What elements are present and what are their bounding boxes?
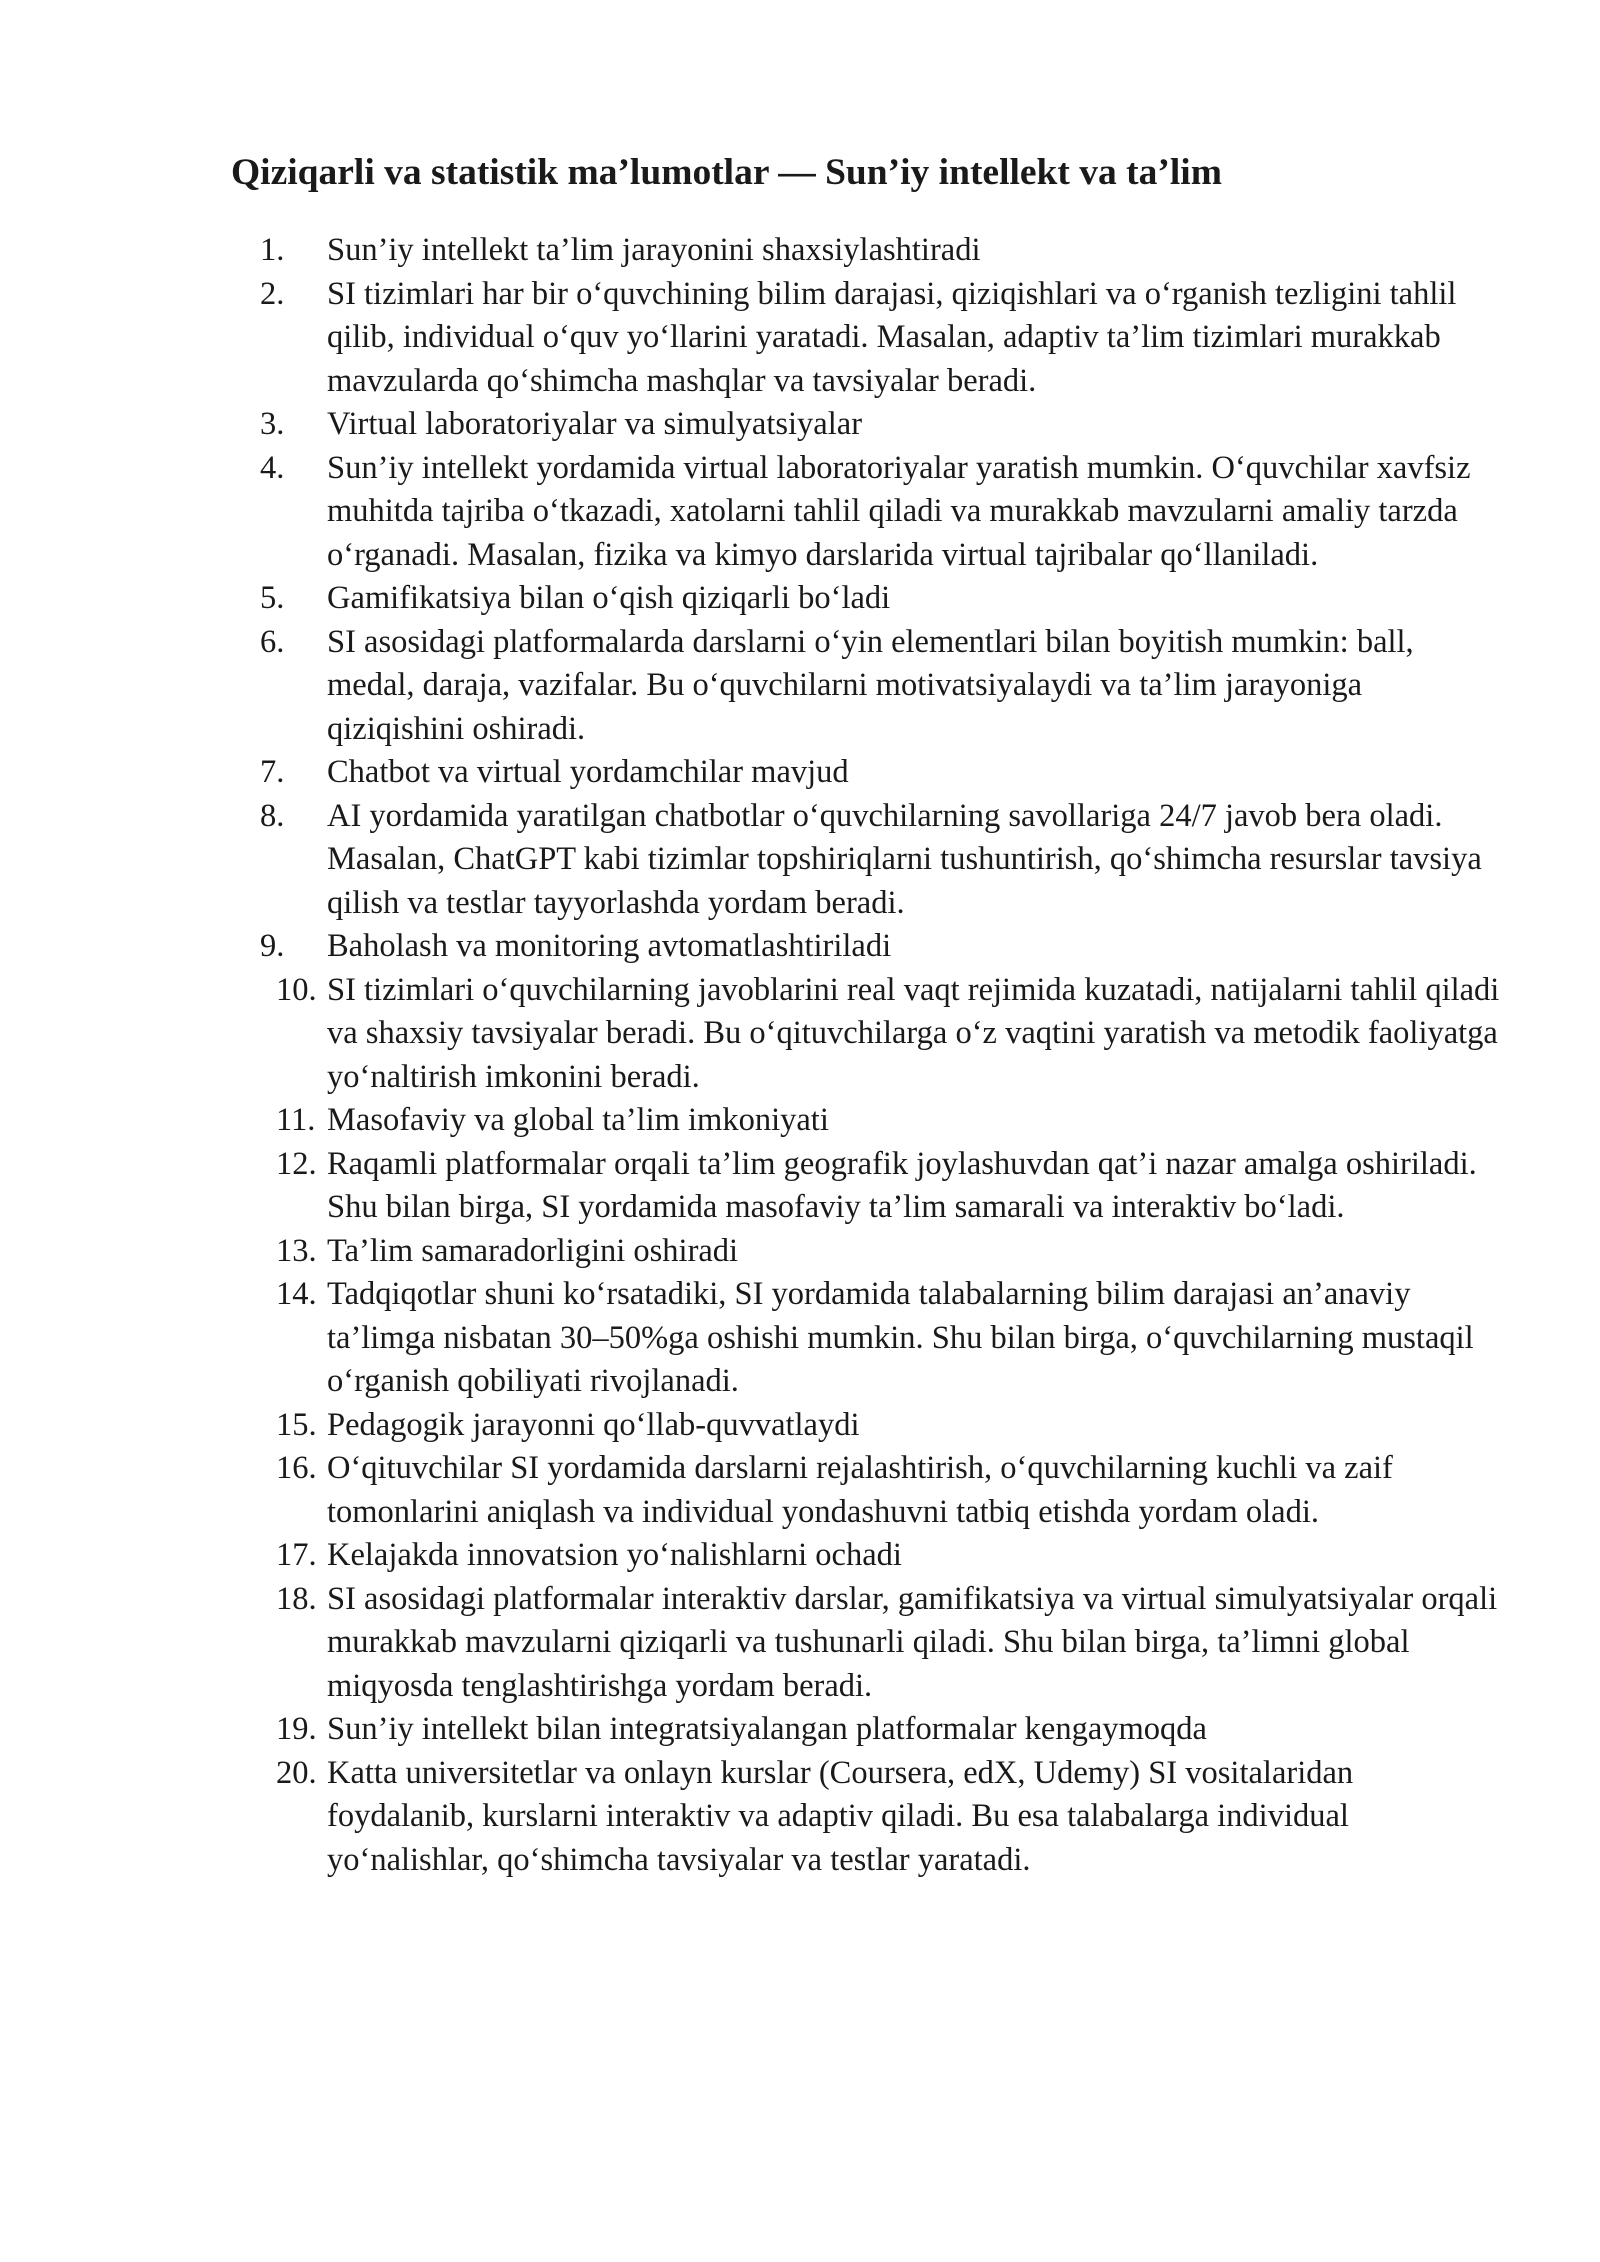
list-item [0,621,1507,752]
item-text: SI asosidagi platformalar interaktiv darslar, gamifikatsiya va virtual simulyatsiyalar orqali murakkab mavzularni qiziqarli va tushunarli qiladi. Shu bilan birga, ta’limni global miqyosda tenglashtirishga yordam beradi. [327,1580,1498,1704]
item-text: Katta universitetlar va onlayn kurslar (Coursera, edX, Udemy) SI vositalaridan foydalanib, kurslarni interaktiv va adaptiv qiladi. Bu esa talabalarga individual yo‘nalishlar, qo‘shimcha tavsiyalar va testlar yaratadi. [327,1754,1354,1878]
item-text: Tadqiqotlar shuni ko‘rsatadiki, SI yordamida talabalarning bilim darajasi an’anaviy ta’limga nisbatan 30–50%ga oshishi mumkin. Shu bilan birga, o‘quvchilarning mustaqil o‘rganish qobiliyati rivojlanadi. [327,1276,1474,1399]
list-item [0,273,1507,404]
list-item [0,403,1507,447]
item-number: 15. [276,1406,317,1443]
numbered-list [0,229,1600,1882]
item-text: Virtual laboratoriyalar va simulyatsiyalar [327,406,863,442]
item-text: SI tizimlari har bir o‘quvchining bilim darajasi, qiziqishlari va o‘rganish tezligini tahlil qilib, individual o‘quv yo‘llarini yaratadi. Masalan, adaptiv ta’lim tizimlari murakkab mavzularda qo‘shimcha mashqlar va tavsiyalar beradi. [327,275,1457,399]
item-number: 10. [276,971,317,1008]
list-item [0,1534,1507,1578]
item-number: 5. [260,580,285,616]
item-number: 18. [276,1580,317,1617]
item-text: Gamifikatsiya bilan o‘qish qiziqarli bo‘ladi [327,580,891,616]
item-text: Chatbot va virtual yordamchilar mavjud [327,754,849,790]
list-item [0,229,1507,273]
list-item [0,969,1507,1100]
item-text: O‘qituvchilar SI yordamida darslarni rejalashtirish, o‘quvchilarning kuchli va zaif tomonlarini aniqlash va individual yondashuvni tatbiq etishda yordam oladi. [327,1450,1393,1530]
item-number: 14. [276,1276,317,1312]
item-text: Sun’iy intellekt ta’lim jarayonini shaxsiylashtiradi [327,232,981,268]
item-number: 3. [260,406,285,442]
item-number: 1. [260,232,285,268]
item-number: 8. [260,797,285,834]
item-number: 4. [260,449,285,486]
item-number: 16. [276,1450,317,1486]
list-item [0,447,1507,578]
list-item [0,1099,1507,1143]
item-text: Masofaviy va global ta’lim imkoniyati [327,1102,829,1138]
item-text: Ta’lim samaradorligini oshiradi [327,1232,739,1269]
item-number: 13. [276,1232,317,1269]
item-text: Baholash va monitoring avtomatlashtiriladi [327,928,892,964]
document-title: Qiziqarli va statistik ma’lumotlar — Sun’iy intellekt va ta’lim [231,152,1222,193]
item-text: Sun’iy intellekt yordamida virtual laboratoriyalar yaratish mumkin. O‘quvchilar xavfsiz muhitda tajriba o‘tkazadi, xatolarni tahlil qiladi va murakkab mavzularni amaliy tarzda o‘rganadi. Masalan, fizika va kimyo darslarida virtual tajribalar qo‘llaniladi. [327,449,1471,573]
list-item [0,751,1507,795]
list-item [0,1230,1507,1274]
list-item [0,1447,1507,1534]
item-text: Sun’iy intellekt bilan integratsiyalangan platformalar kengaymoqda [327,1711,1207,1747]
list-item [0,1404,1507,1448]
list-item [0,1273,1507,1404]
item-number: 9. [260,928,285,964]
item-number: 20. [276,1754,317,1791]
item-number: 6. [260,623,285,660]
item-number: 12. [276,1145,317,1182]
item-number: 2. [260,275,285,312]
item-text: SI tizimlari o‘quvchilarning javoblarini real vaqt rejimida kuzatadi, natijalarni tahlil qiladi va shaxsiy tavsiyalar beradi. Bu o‘qituvchilarga o‘z vaqtini yaratish va metodik faoliyatga yo‘naltirish imkonini beradi. [327,971,1500,1095]
list-item [0,1143,1507,1230]
list-item [0,1752,1507,1883]
item-number: 11. [276,1102,316,1138]
list-item [0,795,1507,926]
list-item [0,577,1507,621]
item-number: 17. [276,1537,317,1573]
item-text: SI asosidagi platformalarda darslarni o‘yin elementlari bilan boyitish mumkin: ball, medal, daraja, vazifalar. Bu o‘quvchilarni motivatsiyalaydi va ta’lim jarayoniga qiziqishini oshiradi. [327,623,1414,747]
item-text: AI yordamida yaratilgan chatbotlar o‘quvchilarning savollariga 24/7 javob bera oladi. Masalan, ChatGPT kabi tizimlar topshiriqlarni tushuntirish, qo‘shimcha resurslar tavsiya qilish va testlar tayyorlashda yordam beradi. [327,797,1482,921]
list-item [0,925,1507,969]
item-text: Pedagogik jarayonni qo‘llab-quvvatlaydi [327,1406,860,1443]
list-item [0,1578,1507,1709]
item-text: Raqamli platformalar orqali ta’lim geografik joylashuvdan qat’i nazar amalga oshiriladi. Shu bilan birga, SI yordamida masofaviy ta’lim samarali va interaktiv bo‘ladi. [327,1145,1477,1225]
item-number: 7. [260,754,285,790]
item-text: Kelajakda innovatsion yo‘nalishlarni ochadi [327,1537,902,1573]
item-number: 19. [276,1711,317,1747]
list-item [0,1708,1507,1752]
